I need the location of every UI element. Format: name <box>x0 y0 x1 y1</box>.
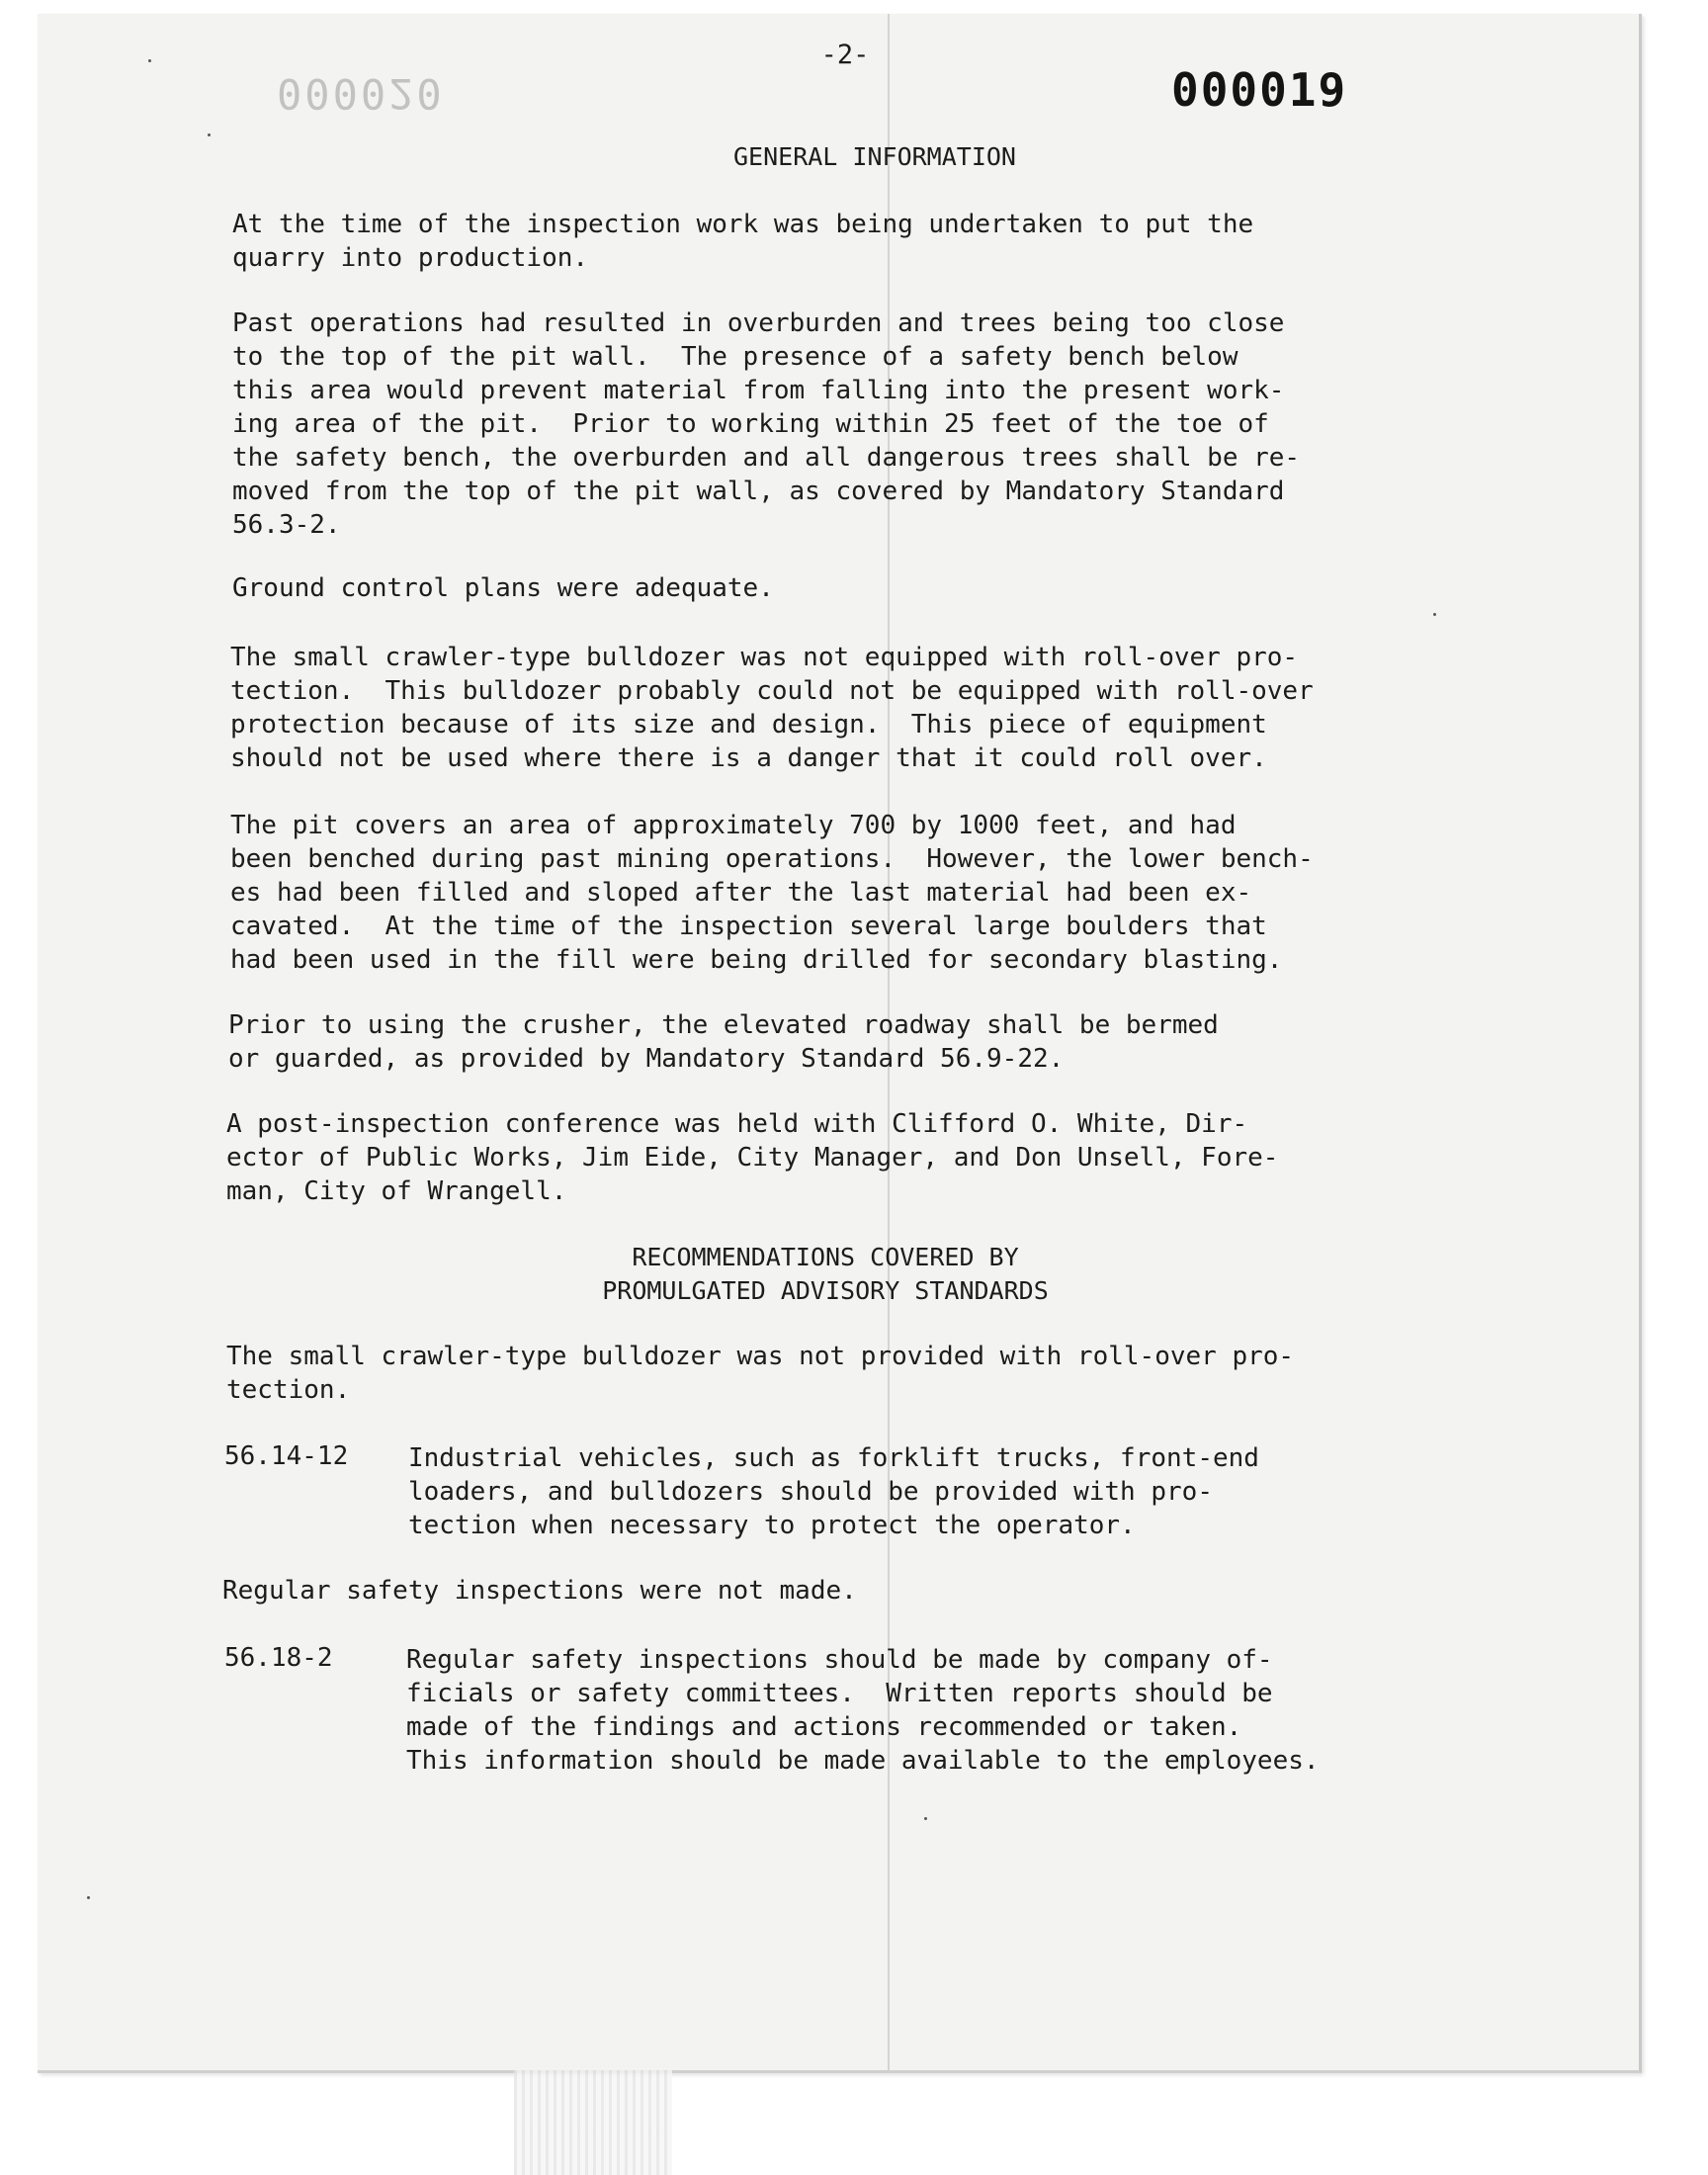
page-number: -2- <box>820 40 870 70</box>
scan-speck <box>1433 613 1436 616</box>
scan-speck <box>208 133 211 136</box>
paragraph-overburden: Past operations had resulted in overburden and trees being too close to the top of the pit wall. The presence of a safety bench below this area would prevent material from falling into the present work- ing area of the pit. Prior to working within 25 feet of the toe of the safety bench, the overburden and all dangerous trees shall be re- moved from the top of the pit wall, as covered by Mandatory Standard 56.3-2. <box>232 308 1301 540</box>
general-information-heading: GENERAL INFORMATION <box>733 142 1016 171</box>
standard-code-56-14-12: 56.14-12 <box>224 1441 349 1471</box>
scan-speck <box>924 1817 927 1820</box>
faint-page-stamp: 000020 <box>277 69 445 118</box>
standard-text-56-18-2: Regular safety inspections should be made by company of- ficials or safety committees. Written reports should be made of the findings and actions recommended or taken. This information should be made available to the employees. <box>406 1645 1320 1776</box>
finding-bulldozer-protection: The small crawler-type bulldozer was not provided with roll-over pro- tection. <box>226 1342 1295 1405</box>
scan-artifact <box>514 2070 672 2175</box>
paragraph-bulldozer-rollover: The small crawler-type bulldozer was not equipped with roll-over pro- tection. This bulldozer probably could not be equipped with roll-over protection because of its size and design. This piece of equipment should not be used where there is a danger that it could roll over. <box>230 643 1314 773</box>
paragraph-quarry-production: At the time of the inspection work was being undertaken to put the quarry into production. <box>232 210 1254 273</box>
paragraph-ground-control: Ground control plans were adequate. <box>232 573 774 603</box>
standard-text-56-14-12: Industrial vehicles, such as forklift trucks, front-end loaders, and bulldozers should be provided with pro- tection when necessary to protect the operator. <box>408 1443 1259 1540</box>
paragraph-post-inspection-conference: A post-inspection conference was held with Clifford O. White, Dir- ector of Public Works, Jim Eide, City Manager, and Don Unsell, Fore- man, City of Wrangell. <box>226 1109 1279 1206</box>
recommendations-heading-line1: RECOMMENDATIONS COVERED BY <box>632 1243 1019 1271</box>
finding-safety-inspections: Regular safety inspections were not made. <box>222 1576 857 1606</box>
scan-speck <box>148 59 151 62</box>
bates-page-stamp: 000019 <box>1171 63 1348 117</box>
scan-speck <box>87 1896 90 1899</box>
standard-code-56-18-2: 56.18-2 <box>224 1643 333 1673</box>
recommendations-heading-line2: PROMULGATED ADVISORY STANDARDS <box>602 1276 1049 1305</box>
paragraph-crusher-roadway: Prior to using the crusher, the elevated roadway shall be bermed or guarded, as provided by Mandatory Standard 56.9-22. <box>228 1010 1219 1074</box>
paragraph-pit-area: The pit covers an area of approximately 700 by 1000 feet, and had been benched during past mining operations. However, the lower bench- es had been filled and sloped after the last material had been ex- cavated. At the time of the inspection several large boulders that had been used in the fill were being drilled for secondary blasting. <box>230 811 1314 975</box>
